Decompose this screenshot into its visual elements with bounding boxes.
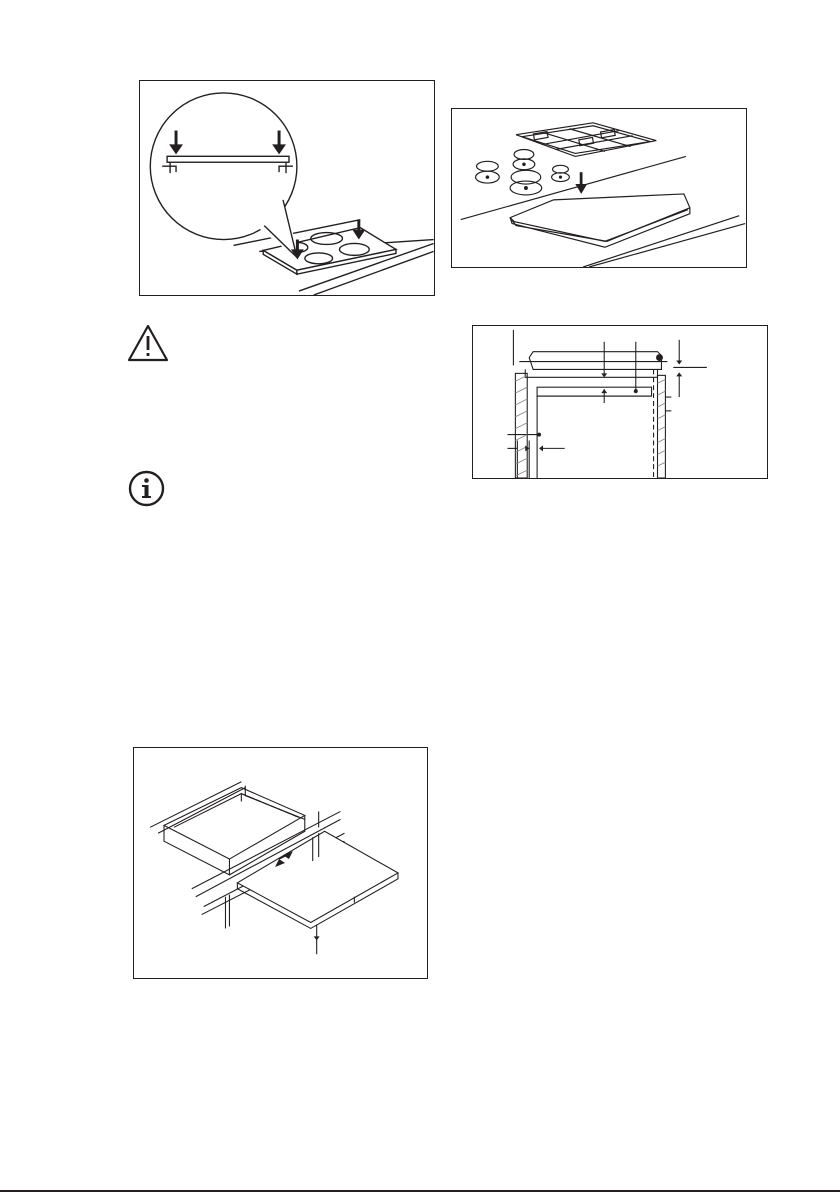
gas-hob-figure [451,108,747,268]
cross-section-figure [472,325,768,479]
cabinet-drawer-below-hob-illustration [134,748,427,978]
info-icon [128,470,165,507]
warning-triangle-icon [127,324,169,362]
gas-hob-insertion-illustration [452,109,746,267]
hob-cross-section-dimensions-illustration [473,326,767,478]
cabinet-panel-figure [133,747,428,979]
seal-strip-cooktop-illustration [140,81,434,295]
seal-strip-figure [139,80,435,296]
